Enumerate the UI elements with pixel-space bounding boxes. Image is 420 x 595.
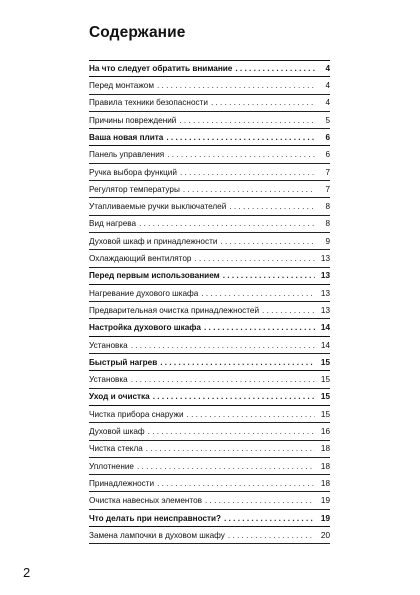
toc-entry bbox=[89, 302, 330, 319]
toc-entry-label: Принадлежности bbox=[89, 478, 155, 488]
toc-entry-page: 19 bbox=[320, 496, 330, 506]
toc-entry-label: Охлаждающий вентилятор bbox=[89, 254, 192, 264]
toc-entry bbox=[89, 337, 330, 354]
dot-leader bbox=[160, 358, 315, 368]
toc-entry bbox=[89, 216, 330, 233]
toc-entry bbox=[89, 527, 330, 544]
toc-entry bbox=[89, 112, 330, 129]
dot-leader bbox=[148, 427, 315, 437]
toc-entry bbox=[89, 371, 330, 388]
toc-entry-page: 18 bbox=[320, 444, 330, 454]
toc-entry-page: 9 bbox=[325, 236, 330, 246]
toc-entry-label: Перед первым использованием bbox=[89, 271, 220, 281]
toc-entry-page: 13 bbox=[320, 271, 330, 281]
dot-leader bbox=[179, 116, 315, 126]
toc-entry bbox=[89, 198, 330, 215]
toc-entry-page: 16 bbox=[320, 427, 330, 437]
toc-entry bbox=[89, 250, 330, 267]
dot-leader bbox=[146, 444, 315, 454]
toc-entry-label: Вид нагрева bbox=[89, 219, 137, 229]
toc-section-heading bbox=[89, 510, 330, 527]
dot-leader bbox=[137, 462, 315, 472]
toc-entry bbox=[89, 423, 330, 440]
toc-entry-label: Настройка духового шкафа bbox=[89, 323, 201, 333]
toc-entry-page: 4 bbox=[325, 63, 330, 73]
toc-entry-page: 19 bbox=[320, 513, 330, 523]
dot-leader bbox=[201, 289, 315, 299]
dot-leader bbox=[167, 150, 315, 160]
dot-leader bbox=[228, 531, 315, 541]
toc-entry-page: 14 bbox=[320, 323, 330, 333]
toc-entry-label: Причины повреждений bbox=[89, 115, 177, 125]
toc-entry bbox=[89, 77, 330, 94]
toc-entry-page: 18 bbox=[320, 478, 330, 488]
toc-section-heading bbox=[89, 354, 330, 371]
toc-entry-label: Духовой шкаф bbox=[89, 427, 145, 437]
toc-entry-page: 15 bbox=[320, 392, 330, 402]
toc-entry bbox=[89, 146, 330, 163]
toc-entry-label: Панель управления bbox=[89, 150, 165, 160]
toc-entry bbox=[89, 285, 330, 302]
dot-leader bbox=[220, 237, 315, 247]
toc-section-heading bbox=[89, 129, 330, 146]
toc-entry-label: Замена лампочки в духовом шкафу bbox=[89, 530, 225, 540]
toc-entry-page: 15 bbox=[320, 375, 330, 385]
toc-entry-label: Перед монтажом bbox=[89, 81, 154, 91]
dot-leader bbox=[205, 496, 315, 506]
toc-entry-label: Предварительная очистка принадлежностей bbox=[89, 305, 260, 315]
toc-entry-page: 5 bbox=[325, 115, 330, 125]
dot-leader bbox=[131, 341, 315, 351]
toc-entry-label: Правила техники безопасности bbox=[89, 98, 208, 108]
toc-entry-page: 4 bbox=[325, 81, 330, 91]
dot-leader bbox=[204, 323, 315, 333]
toc-entry bbox=[89, 458, 330, 475]
toc-section-heading bbox=[89, 319, 330, 336]
toc-entry-page: 13 bbox=[320, 254, 330, 264]
dot-leader bbox=[131, 375, 315, 385]
toc-entry-label: Нагревание духового шкафа bbox=[89, 288, 199, 298]
toc-section-heading bbox=[89, 60, 330, 77]
dot-leader bbox=[223, 271, 315, 281]
toc-entry-label: На что следует обратить внимание bbox=[89, 63, 233, 73]
toc-entry bbox=[89, 406, 330, 423]
dot-leader bbox=[157, 479, 315, 489]
dot-leader bbox=[187, 410, 315, 420]
toc-entry bbox=[89, 492, 330, 509]
dot-leader bbox=[166, 133, 315, 143]
toc-entry-page: 14 bbox=[320, 340, 330, 350]
dot-leader bbox=[229, 202, 315, 212]
toc-entry bbox=[89, 441, 330, 458]
toc-entry-page: 8 bbox=[325, 219, 330, 229]
toc-entry-label: Духовой шкаф и принадлежности bbox=[89, 236, 218, 246]
toc-entry-page: 7 bbox=[325, 184, 330, 194]
toc-entry-page: 20 bbox=[320, 530, 330, 540]
toc-entry-page: 7 bbox=[325, 167, 330, 177]
toc-section-heading bbox=[89, 389, 330, 406]
toc-entry-label: Уплотнение bbox=[89, 461, 134, 471]
dot-leader bbox=[194, 254, 315, 264]
toc-entry-label: Чистка стекла bbox=[89, 444, 143, 454]
toc-entry-page: 15 bbox=[320, 357, 330, 367]
dot-leader bbox=[139, 219, 315, 229]
toc-entry-page: 6 bbox=[325, 150, 330, 160]
dot-leader bbox=[211, 98, 315, 108]
toc-entry-label: Установка bbox=[89, 340, 128, 350]
toc-entry-page: 6 bbox=[325, 132, 330, 142]
dot-leader bbox=[183, 185, 315, 195]
toc-entry-label: Быстрый нагрев bbox=[89, 357, 158, 367]
page-title: Содержание bbox=[89, 24, 186, 41]
toc-entry-page: 13 bbox=[320, 305, 330, 315]
toc-entry bbox=[89, 95, 330, 112]
table-of-contents bbox=[89, 60, 330, 544]
toc-entry bbox=[89, 181, 330, 198]
toc-entry-label: Очистка навесных элементов bbox=[89, 496, 202, 506]
toc-entry-page: 15 bbox=[320, 409, 330, 419]
toc-entry bbox=[89, 164, 330, 181]
toc-entry-label: Уход и очистка bbox=[89, 392, 150, 402]
toc-entry-label: Утапливаемые ручки выключателей bbox=[89, 202, 227, 212]
dot-leader bbox=[157, 81, 315, 91]
toc-section-heading bbox=[89, 268, 330, 285]
dot-leader bbox=[180, 168, 315, 178]
toc-entry-page: 18 bbox=[320, 461, 330, 471]
toc-entry-page: 8 bbox=[325, 202, 330, 212]
toc-entry-label: Ручка выбора функций bbox=[89, 167, 177, 177]
toc-entry-page: 13 bbox=[320, 288, 330, 298]
dot-leader bbox=[262, 306, 315, 316]
toc-entry-label: Ваша новая плита bbox=[89, 132, 164, 142]
toc-entry-label: Установка bbox=[89, 375, 128, 385]
dot-leader bbox=[224, 514, 315, 524]
toc-entry bbox=[89, 475, 330, 492]
page-number: 2 bbox=[23, 565, 31, 580]
toc-entry-page: 4 bbox=[325, 98, 330, 108]
toc-entry-label: Регулятор температуры bbox=[89, 184, 180, 194]
toc-entry-label: Что делать при неисправности? bbox=[89, 513, 222, 523]
dot-leader bbox=[235, 64, 315, 74]
dot-leader bbox=[153, 392, 315, 402]
toc-entry-label: Чистка прибора снаружи bbox=[89, 409, 184, 419]
toc-entry bbox=[89, 233, 330, 250]
